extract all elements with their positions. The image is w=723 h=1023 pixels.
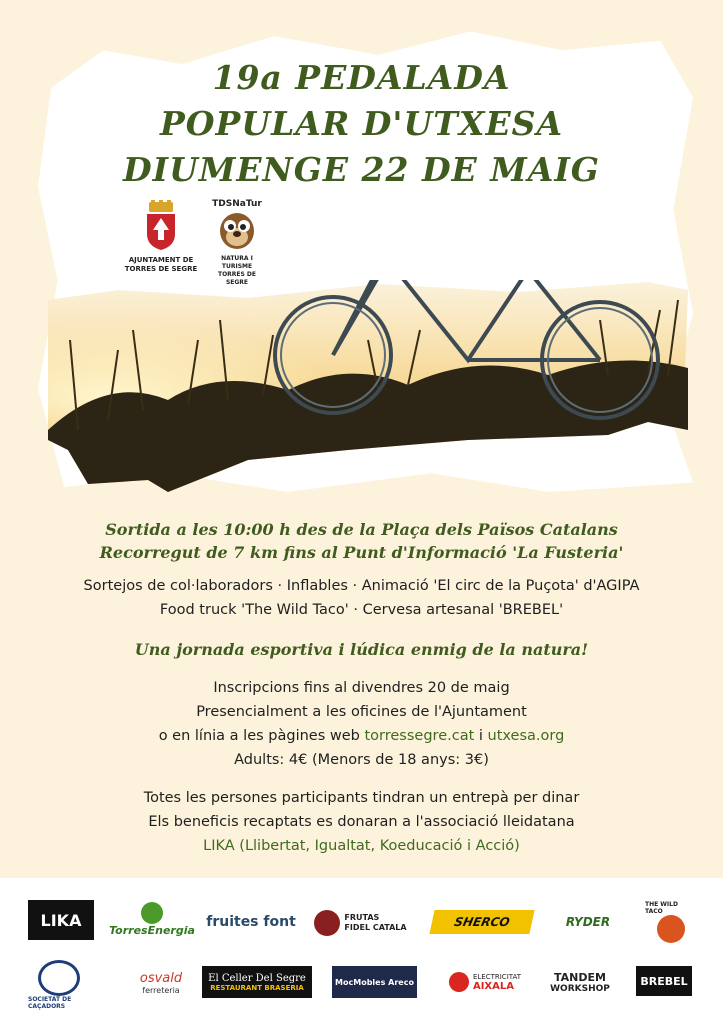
taco-icon bbox=[657, 915, 685, 943]
registration-online-join: i bbox=[474, 728, 488, 744]
sponsor-tandem-workshop bbox=[545, 966, 615, 1000]
sponsor-celler-label-1: El Celler Del Segre bbox=[208, 972, 306, 984]
registration-online bbox=[0, 728, 723, 744]
sponsor-osvald bbox=[128, 964, 194, 1002]
sponsors-strip bbox=[0, 878, 723, 1023]
registration-deadline: Inscripcions fins al divendres 20 de maig bbox=[213, 680, 510, 696]
sponsor-celler-label-2: RESTAURANT BRASERIA bbox=[210, 983, 304, 992]
sponsor-sherco bbox=[429, 910, 534, 934]
price-info: Adults: 4€ (Menors de 18 anys: 3€) bbox=[234, 752, 489, 768]
sponsor-lika bbox=[28, 900, 94, 940]
title-line-3: DIUMENGE 22 DE MAIG bbox=[123, 150, 600, 189]
registration-online-prefix: o en línia a les pàgines web bbox=[158, 728, 365, 744]
route-info: Recorregut de 7 km fins al Punt d'Informació 'La Fusteria' bbox=[99, 543, 624, 562]
sponsor-brebel bbox=[636, 966, 692, 996]
sponsor-torres-energia-label: TorresEnergia bbox=[109, 923, 195, 937]
sponsor-fruites-font bbox=[205, 906, 297, 938]
tdsnatur-name: TDSNaTur bbox=[212, 199, 262, 209]
sponsor-mocmobles-label: MocMobles Areco bbox=[335, 977, 414, 987]
sponsor-ryder bbox=[553, 910, 623, 934]
activities-line-2: Food truck 'The Wild Taco' · Cervesa artesanal 'BREBEL' bbox=[159, 602, 564, 618]
sponsor-ryder-label: RYDER bbox=[565, 915, 611, 929]
association-name: LIKA (Llibertat, Igualtat, Koeducació i Acció) bbox=[203, 838, 520, 854]
sponsor-sherco-label: SHERCO bbox=[452, 915, 512, 929]
profits-note: Els beneficis recaptats es donaran a l'associació lleidatana bbox=[148, 814, 575, 830]
ajuntament-caption-2: TORRES DE SEGRE bbox=[124, 265, 198, 273]
sponsor-electricitat-aixala bbox=[440, 966, 530, 998]
sponsor-tandem-label-2: WORKSHOP bbox=[550, 983, 610, 994]
sponsor-tandem-label-1: TANDEM bbox=[554, 970, 606, 984]
tdsnatur-logo bbox=[207, 200, 267, 287]
fruit-icon bbox=[314, 910, 340, 936]
sponsor-wild-taco-label: THE WILD TACO bbox=[645, 901, 678, 915]
sponsor-wild-taco bbox=[645, 898, 697, 946]
activities-line-1: Sortejos de col·laboradors · Inflables · Animació 'El circ de la Puçota' d'AGIPA bbox=[83, 578, 640, 594]
sponsor-osvald-label-2: ferreteria bbox=[142, 986, 180, 995]
sunset-bicycle-photo bbox=[48, 280, 688, 500]
sponsor-brebel-label: BREBEL bbox=[640, 974, 688, 988]
sponsor-societat-label: SOCIETAT DE CAÇADORS bbox=[28, 996, 72, 1010]
coat-of-arms-icon bbox=[141, 200, 181, 252]
title-line-2: POPULAR D'UTXESA bbox=[159, 104, 564, 143]
link-utxesa[interactable]: utxesa.org bbox=[487, 728, 565, 744]
sponsor-fruites-font-label: fruites font bbox=[206, 914, 296, 930]
sponsor-celler-segre bbox=[202, 966, 312, 998]
sponsor-frutas-label-1: FRUTAS bbox=[344, 913, 380, 922]
sponsor-torres-energia bbox=[109, 896, 195, 942]
sponsor-frutas-label-2: FIDEL CATALA bbox=[344, 923, 407, 932]
tdsnatur-caption-2: TORRES DE SEGRE bbox=[217, 271, 257, 286]
hunter-icon bbox=[38, 960, 80, 996]
sponsor-mocmobles bbox=[332, 966, 417, 998]
sponsor-lika-label: LIKA bbox=[40, 910, 82, 930]
sponsor-osvald-label-1: osvald bbox=[139, 971, 183, 986]
tagline: Una jornada esportiva i lúdica enmig de la natura! bbox=[134, 640, 589, 659]
sponsor-societat-cacadors bbox=[28, 960, 90, 1010]
leaf-icon bbox=[141, 902, 163, 924]
start-info: Sortida a les 10:00 h des de la Plaça dels Països Catalans bbox=[105, 520, 618, 539]
plug-icon bbox=[449, 972, 469, 992]
otter-mascot-icon bbox=[215, 209, 259, 251]
tdsnatur-caption-1: NATURA I TURISME bbox=[221, 255, 253, 270]
title-line-1: 19a PEDALADA bbox=[212, 58, 511, 97]
sponsor-electricitat-label-1: ELECTRICITAT bbox=[472, 973, 522, 981]
lunch-note: Totes les persones participants tindran un entrepà per dinar bbox=[143, 790, 580, 806]
link-torressegre[interactable]: torressegre.cat bbox=[364, 728, 475, 744]
ajuntament-caption-1: AJUNTAMENT DE bbox=[128, 256, 194, 264]
sponsor-frutas-fidel bbox=[313, 906, 408, 940]
registration-in-person: Presencialment a les oficines de l'Ajuntament bbox=[196, 704, 527, 720]
ajuntament-logo bbox=[120, 200, 202, 274]
sponsor-electricitat-label-2: AIXALA bbox=[472, 981, 514, 992]
